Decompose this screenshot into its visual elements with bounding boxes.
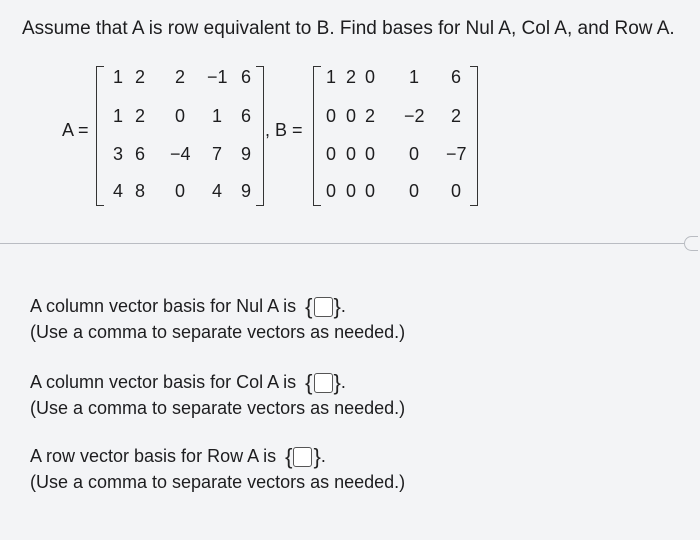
- matrix-b-cell: 0: [408, 181, 419, 201]
- matrix-a-cell: 1: [211, 106, 222, 126]
- matrix-b-cell: 1: [408, 67, 419, 87]
- matrix-b-cell: 0: [450, 181, 461, 201]
- matrix-a-cell: 3: [112, 144, 123, 164]
- matrix-a-cell: 9: [240, 181, 251, 201]
- matrix-b-cell: 1: [325, 67, 336, 87]
- matrix-b-cell: 0: [364, 144, 375, 164]
- nul-a-hint: (Use a comma to separate vectors as needed.): [30, 322, 406, 342]
- matrix-a-cell: −4: [170, 144, 191, 164]
- matrix-a-cell: 2: [174, 67, 185, 87]
- matrix-b-cell: 0: [364, 67, 375, 87]
- matrix-a-cell: 6: [134, 144, 145, 164]
- matrix-a-cell: 6: [240, 106, 251, 126]
- nul-a-prompt: A column vector basis for Nul A is: [30, 296, 297, 316]
- matrix-a-label: A =: [62, 120, 89, 140]
- matrix-b-cell: −2: [404, 106, 425, 126]
- open-brace: {: [285, 444, 293, 470]
- nul-a-answer: [305, 296, 341, 318]
- section-divider: [0, 243, 684, 244]
- matrix-a-cell: 4: [211, 181, 222, 201]
- matrix-a-cell: 7: [211, 144, 222, 164]
- col-a-answer-input[interactable]: [314, 373, 333, 393]
- matrix-b-cell: 0: [408, 144, 419, 164]
- matrix-a-cell: 4: [112, 181, 123, 201]
- matrix-b-cell: −7: [446, 144, 467, 164]
- matrix-a-right-bracket: [256, 66, 264, 206]
- period: .: [340, 296, 346, 316]
- matrix-b-cell: 0: [345, 106, 356, 126]
- close-brace: }: [333, 294, 341, 320]
- matrix-b-cell: 0: [345, 181, 356, 201]
- row-a-answer-input[interactable]: [293, 447, 312, 467]
- matrix-a-cell: 9: [240, 144, 251, 164]
- col-a-prompt: A column vector basis for Col A is: [30, 372, 297, 392]
- matrix-a-cell: 1: [112, 106, 123, 126]
- open-brace: {: [305, 294, 313, 320]
- matrix-b-cell: 6: [450, 67, 461, 87]
- matrix-b-cell: 0: [345, 144, 356, 164]
- nul-a-prompt-line: [30, 296, 346, 318]
- row-a-prompt: A row vector basis for Row A is: [30, 446, 277, 466]
- row-a-hint: (Use a comma to separate vectors as needed.): [30, 472, 406, 492]
- matrix-b-cell: 2: [345, 67, 356, 87]
- close-brace: }: [313, 444, 321, 470]
- period: .: [320, 446, 326, 466]
- matrix-a-cell: 1: [112, 67, 123, 87]
- matrix-a-cell: −1: [207, 67, 228, 87]
- matrix-b-cell: 2: [450, 106, 461, 126]
- row-a-prompt-line: [30, 446, 326, 468]
- close-brace: }: [333, 370, 341, 396]
- matrix-b-cell: 0: [325, 106, 336, 126]
- question-text: Assume that A is row equivalent to B. Find bases for Nul A, Col A, and Row A.: [22, 18, 675, 39]
- col-a-hint: (Use a comma to separate vectors as needed.): [30, 398, 406, 418]
- matrix-b-left-bracket: [313, 66, 321, 206]
- matrix-b-cell: 0: [364, 181, 375, 201]
- matrix-a-cell: 6: [240, 67, 251, 87]
- period: .: [340, 372, 346, 392]
- matrix-a-cell: 0: [174, 106, 185, 126]
- collapse-handle[interactable]: [684, 236, 698, 251]
- matrix-a-cell: 0: [174, 181, 185, 201]
- col-a-answer: [305, 372, 341, 394]
- nul-a-answer-input[interactable]: [314, 297, 333, 317]
- matrix-b-cell: 0: [325, 181, 336, 201]
- matrix-a-cell: 8: [134, 181, 145, 201]
- col-a-prompt-line: [30, 372, 346, 394]
- matrix-a-cell: 2: [134, 67, 145, 87]
- row-a-answer: [285, 446, 321, 468]
- matrix-b-cell: 2: [364, 106, 375, 126]
- open-brace: {: [305, 370, 313, 396]
- matrix-a-left-bracket: [96, 66, 104, 206]
- matrix-b-right-bracket: [470, 66, 478, 206]
- matrix-a-cell: 2: [134, 106, 145, 126]
- matrix-b-label: , B =: [265, 120, 303, 140]
- matrix-b-cell: 0: [325, 144, 336, 164]
